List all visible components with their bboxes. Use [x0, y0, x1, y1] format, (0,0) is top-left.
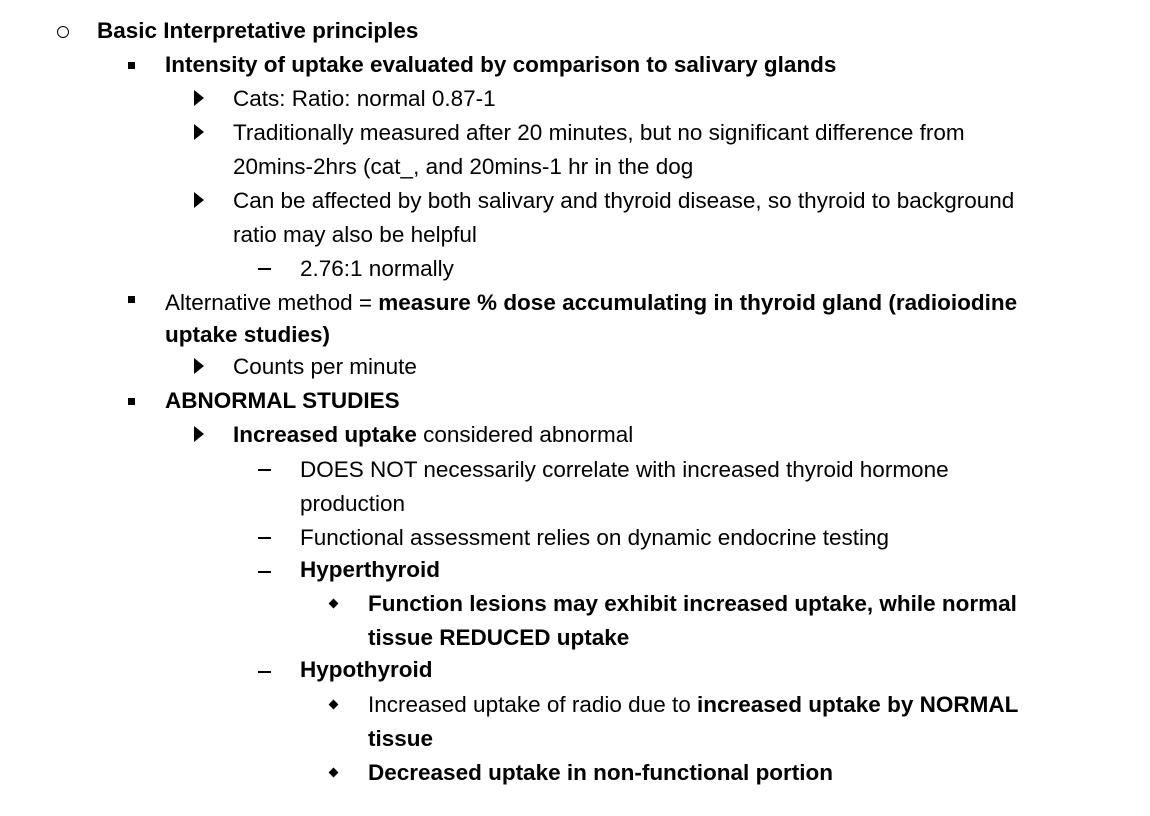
bullet-alternative-method-cont: uptake studies) — [165, 322, 331, 347]
dash-bullet-icon — [258, 268, 271, 270]
bullet-increased-uptake-radio — [368, 688, 1018, 722]
dash-bullet-icon — [258, 671, 271, 673]
heading-basic-principles: Basic Interpretative principles — [97, 18, 419, 43]
diamond-bullet-icon — [329, 768, 339, 778]
bullet-does-not-correlate: DOES NOT necessarily correlate with increased thyroid hormone — [300, 457, 949, 482]
bullet-increased-uptake — [233, 418, 633, 452]
bullet-does-not-correlate-cont: production — [300, 491, 406, 516]
arrow-bullet-icon — [194, 358, 204, 374]
bullet-hyperthyroid: Hyperthyroid — [300, 557, 441, 582]
alternative-method-bold-text: measure % dose accumulating in thyroid gland (radioiodine — [378, 290, 1018, 315]
bullet-function-lesions: Function lesions may exhibit increased uptake, while normal — [368, 591, 1017, 616]
square-bullet-icon — [128, 62, 135, 69]
square-bullet-icon — [128, 296, 135, 303]
bullet-can-be-affected: Can be affected by both salivary and thyroid disease, so thyroid to background — [233, 188, 1015, 213]
increased-uptake-radio-bold-text: increased uptake by NORMAL — [696, 692, 1019, 717]
bullet-functional-assessment: Functional assessment relies on dynamic endocrine testing — [300, 525, 890, 550]
alternative-method-text: Alternative method = — [165, 290, 379, 315]
dash-bullet-icon — [258, 469, 271, 471]
increased-uptake-text: considered abnormal — [416, 422, 634, 447]
dash-bullet-icon — [258, 571, 271, 573]
bullet-hypothyroid: Hypothyroid — [300, 657, 433, 682]
increased-uptake-bold-text: Increased uptake — [233, 422, 417, 447]
arrow-bullet-icon — [194, 90, 204, 106]
square-bullet-icon — [128, 398, 135, 405]
bullet-decreased-uptake: Decreased uptake in non-functional portion — [368, 760, 834, 785]
bullet-function-lesions-cont: tissue REDUCED uptake — [368, 625, 630, 650]
increased-uptake-radio-text: Increased uptake of radio due to — [368, 692, 697, 717]
bullet-abnormal-studies: ABNORMAL STUDIES — [165, 388, 400, 413]
bullet-traditionally-measured-cont: 20mins-2hrs (cat_, and 20mins-1 hr in the dog — [233, 154, 694, 179]
bullet-alternative-method — [165, 286, 1017, 320]
arrow-bullet-icon — [194, 124, 204, 140]
bullet-increased-uptake-radio-cont: tissue — [368, 726, 434, 751]
diamond-bullet-icon — [329, 700, 339, 710]
arrow-bullet-icon — [194, 192, 204, 208]
dash-bullet-icon — [258, 537, 271, 539]
bullet-cats-ratio: Cats: Ratio: normal 0.87-1 — [233, 86, 496, 111]
bullet-normal-ratio: 2.76:1 normally — [300, 256, 454, 281]
bullet-intensity-of-uptake: Intensity of uptake evaluated by comparison to salivary glands — [165, 52, 837, 77]
bullet-counts-per-minute: Counts per minute — [233, 354, 417, 379]
arrow-bullet-icon — [194, 426, 204, 442]
bullet-traditionally-measured: Traditionally measured after 20 minutes, but no significant difference from — [233, 120, 965, 145]
diamond-bullet-icon — [329, 599, 339, 609]
hollow-circle-bullet-icon — [57, 26, 69, 38]
bullet-can-be-affected-cont: ratio may also be helpful — [233, 222, 477, 247]
